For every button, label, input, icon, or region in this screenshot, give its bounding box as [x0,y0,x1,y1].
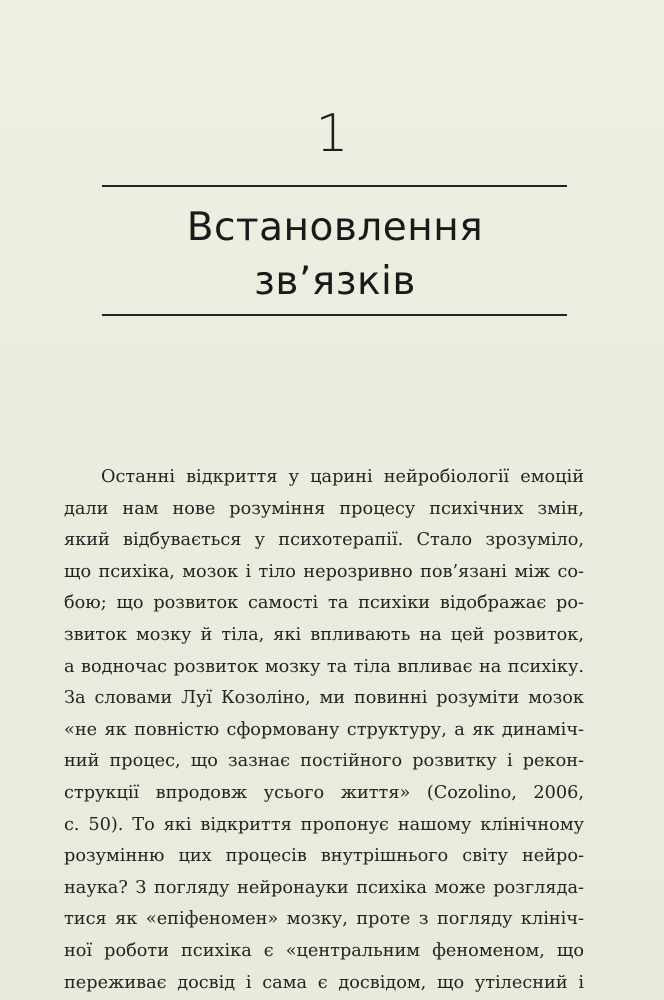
paragraph-line: с. 50). То які відкриття пропонує нашому клінічному [64,814,584,835]
title-bottom-rule [102,314,567,316]
paragraph-line: ної роботи психіка є «центральним феноменом, що [64,940,584,961]
paragraph-line: звиток мозку й тіла, які впливають на цей розвиток, [64,624,584,645]
chapter-number: 1 [315,104,349,164]
paragraph-line: ний процес, що зазнає постійного розвитку і рекон- [64,751,584,772]
paragraph-line: а водночас розвиток мозку та тіла впливає на психіку. [64,656,584,677]
body-paragraph [64,462,584,999]
title-top-rule [102,185,567,187]
paragraph-line: струкції впродовж усього життя» (Cozolino, 2006, [64,782,584,803]
paragraph-line: бою; що розвиток самості та психіки відображає ро- [64,593,584,614]
paragraph-line: що психіка, мозок і тіло нерозривно пов’язані між со- [64,561,584,582]
chapter-title [80,201,590,309]
paragraph-line: тися як «епіфеномен» мозку, проте з погляду клініч- [64,909,584,930]
chapter-title-line-1: Встановлення [186,205,484,250]
paragraph-line: «не як повністю сформовану структуру, а як динаміч- [64,719,584,740]
paragraph-line: який відбувається у психотерапії. Стало зрозуміло, [64,530,584,551]
paragraph-line: За словами Луї Козоліно, ми повинні розуміти мозок [64,688,584,709]
paragraph-line: наука? З погляду нейронауки психіка може розгляда- [64,877,584,898]
paragraph-line: дали нам нове розуміння процесу психічних змін, [64,498,584,519]
paragraph-line: розумінню цих процесів внутрішнього світу нейро- [64,846,584,867]
paragraph-line: переживає досвід і сама є досвідом, що утілесний і [64,972,584,993]
paragraph-line: Останні відкриття у царині нейробіології емоцій [101,467,584,487]
chapter-title-line-2: зв’язків [254,259,416,304]
